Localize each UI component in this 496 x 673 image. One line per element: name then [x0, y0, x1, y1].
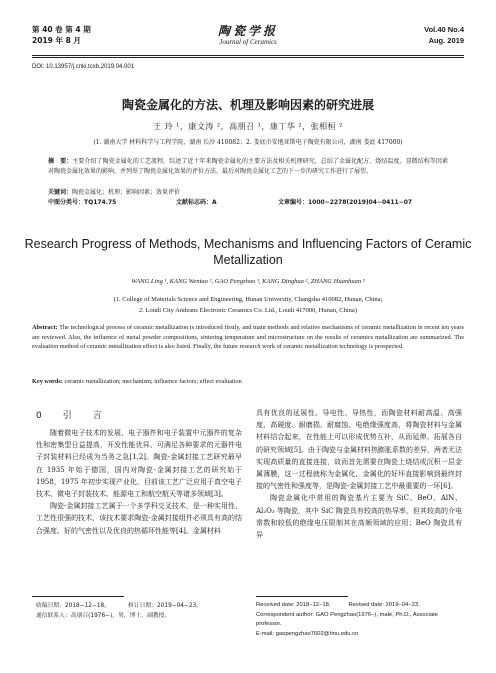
affiliation-en-1: (1. College of Materials Science and Engineering, Hunan University, Changsha 410082, Hunan, China;	[113, 296, 383, 303]
authors-en: WANG Ling ¹, KANG Wentao ², GAO Pengzhao ¹, KANG Dinghua ², ZHANG Huanhuan ²	[131, 278, 365, 285]
received-date-cn: 收稿日期：2018−12−18。	[36, 603, 111, 609]
paper-title-en: Research Progress of Methods, Mechanisms and Influencing Factors of Ceramic Metallization	[24, 237, 472, 267]
received-date-en: Received date: 2018−12−18.	[256, 602, 331, 608]
document-code: 文献标志码：A	[176, 199, 217, 206]
author-email: E-mail: gaopengzhao7602@hnu.edu.cn	[256, 630, 359, 637]
volume-cn: 第 40 卷 第 4 期	[32, 25, 91, 34]
authors-cn: 王 玲 ¹，康文涛 ²，高朋召 ¹，康丁华 ²，张相桓 ²	[153, 122, 343, 131]
keywords-label-en: Key words:	[32, 378, 63, 385]
abstract-label-en: Abstract:	[32, 324, 58, 331]
body-column-right	[256, 407, 462, 541]
footnote-rule-left	[32, 596, 124, 597]
abstract-label-cn: 摘 要：	[48, 158, 73, 165]
revised-date-en: Revised date: 2019−04−23.	[348, 602, 420, 608]
body-column-left	[36, 427, 242, 537]
journal-name-en: Journal of Ceramics	[219, 38, 277, 46]
abstract-text-cn: 主要介绍了陶瓷金属化的工艺流程，综述了近十年来陶瓷金属化的主要方法及相关机理研究，总结了金属化配方、烧结温度、显微结构等因素对陶瓷金属化效果的影响，并列举了陶瓷金属化效果的评价方法，最后对陶瓷金属化工艺的下一步的研究工作进行了展望。	[48, 158, 448, 175]
abstract-text-en: The technological process of ceramic metallization is introduced firstly, and main methods and relative mechanisms of ceramic metallization in recent ten years are reviewed. Also, the influence of metal powder compositions, sintering temperature and microstructure on the results of ceramics metallization are summarized. The evaluation method of ceramic metallization effect is also listed. Finally, the future research work of ceramic metallization technology is prospected.	[32, 324, 464, 351]
affiliation-cn: (1. 湖南大学 材料科学与工程学院，湖南 长沙 410082；2. 娄底市安地亚斯电子陶瓷有限公司，湖南 娄底 417000)	[93, 139, 403, 146]
abstract-cn	[48, 157, 448, 177]
date-en: Aug. 2019	[428, 36, 464, 45]
footnotes-cn	[36, 601, 242, 621]
paragraph: 随着微电子技术的发展，电子器件和电子装置中元器件的复杂性和密集型日益提高，开发性能优异、可满足各种要求的元器件电子封装材料已经成为当务之急[1,2]。陶瓷-金属封接工艺研究最早在 1935 年始于德国，国内对陶瓷-金属封接工艺的研究始于 1958，1975 年初步实现产业化，目前该工艺广泛应用于真空电子技术、微电子封装技术、能源电工和航空航天等诸多领域[3]。	[36, 429, 242, 499]
footnotes-en	[256, 601, 462, 639]
journal-logo-cn: 陶瓷学报	[217, 24, 278, 38]
keywords-label-cn: 关键词：	[48, 189, 73, 196]
paragraph: 陶瓷-金属封接工艺属于一个多学科交叉技术，是一种实用性、工艺性很强的技术，该技术要求陶瓷-金属封接组件必须具有高的结合强度、好的气密性以及优良的热循环性能等[4]。金属材料	[36, 502, 242, 535]
clc-number: 中图分类号：TQ174.75	[48, 199, 117, 206]
header-rule-thin	[32, 57, 464, 58]
volume-en: Vol.40 No.4	[424, 25, 464, 34]
paragraph: 具有优良的延展性、导电性、导热性，而陶瓷材料耐高温、高强度、高硬度、耐磨损、耐腐蚀、电绝缘强度高，将陶瓷材料与金属材料结合起来，在性能上可以形成优势互补，从而延伸、拓展各自的研究领域[5]。由于陶瓷与金属材料热膨胀系数的差异，两者无法实现高质量的直接连接，故而首先需要在陶瓷上烧结或沉积一层金属薄膜，这一过程就称为金属化，金属化的好坏直接影响到最终封接的气密性和强度等，是陶瓷-金属封接工艺中最重要的一环[6]。	[256, 409, 462, 491]
abstract-en	[32, 323, 464, 352]
affiliation-en-2: 2. Loudi City Andeans Electronic Ceramics Co. Ltd., Loudi 417000, Hunan, China)	[139, 307, 357, 314]
article-number: 文章编号：1000−2278(2019)04−0411−07	[278, 199, 413, 206]
affiliation-en	[20, 294, 476, 316]
journal-masthead	[32, 24, 464, 47]
running-header	[32, 24, 464, 56]
corresponding-author-en: Correspondent author: GAO Pengzhao(1976−), male, Ph.D., Associate professor.	[256, 611, 438, 627]
date-cn: 2019 年 8 月	[32, 36, 81, 45]
keywords-cn	[48, 188, 448, 198]
section-heading-introduction: 0 引 言	[36, 411, 108, 421]
paper-title-cn: 陶瓷金属化的方法、机理及影响因素的研究进展	[121, 98, 374, 112]
doi: DOI: 10.13957/j.cnki.tcxb.2019.04.001	[32, 64, 135, 70]
paragraph: 陶瓷金属化中常用的陶瓷基片主要为 SiC、BeO、AlN、Al₂O₃ 等陶瓷，其中 SiC 陶瓷具有较高的热导率，但其较高的介电常数和较低的绝缘电压限制其在高频领域的应用；BeO 陶瓷具有异	[256, 494, 462, 540]
keywords-text-cn: 陶瓷金属化；机理；影响因素；效果评价	[72, 189, 181, 196]
keywords-en	[32, 377, 464, 387]
header-right	[424, 24, 464, 46]
footnote-rule-right	[256, 596, 348, 597]
revised-date-cn: 修订日期：2019−04−23。	[128, 603, 203, 609]
corresponding-author-cn: 通信联系人：高朋召(1976−)，男，博士，副教授。	[36, 613, 171, 619]
keywords-text-en: ceramic metallization; mechanism; influence factors; effect evaluation	[64, 378, 242, 385]
header-rule-thick	[32, 55, 464, 56]
